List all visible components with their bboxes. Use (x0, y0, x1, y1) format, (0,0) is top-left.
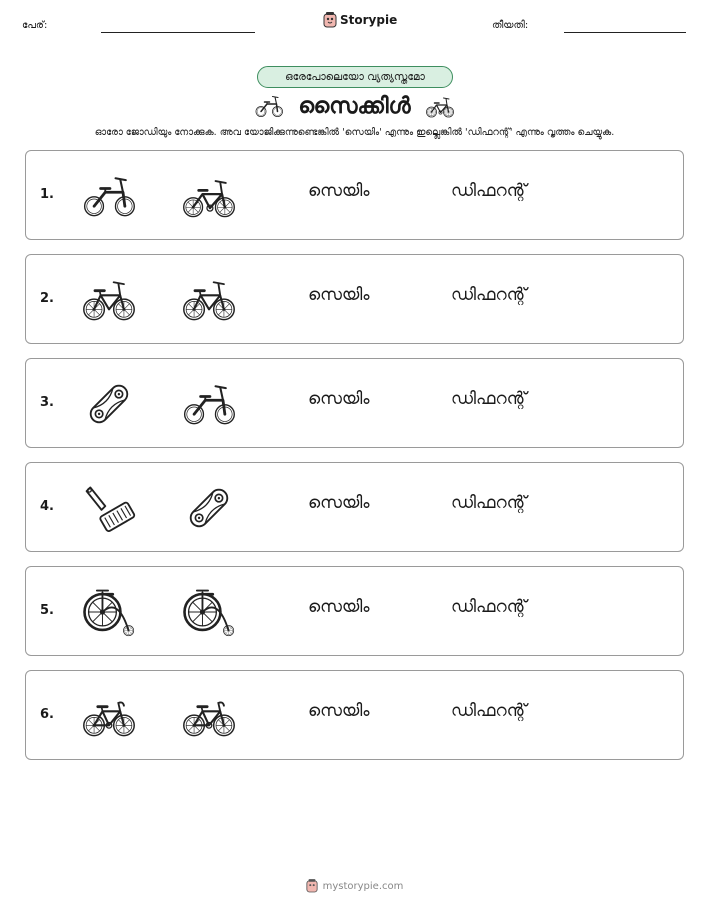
question-number: 6. (40, 707, 54, 722)
kids-bike-icon (81, 272, 137, 328)
question-row (25, 254, 684, 344)
bicycle-icon (425, 91, 455, 121)
same-option[interactable]: സെയിം (308, 701, 370, 721)
different-option[interactable]: ഡിഫറന്റ് (451, 181, 527, 201)
worksheet-header (0, 12, 709, 42)
bmx-bike-icon (181, 168, 237, 224)
question-number: 4. (40, 499, 54, 514)
storypie-logo (323, 12, 397, 28)
balance-bike-icon (81, 168, 137, 224)
same-option[interactable]: സെയിം (308, 285, 370, 305)
different-option[interactable]: ഡിഫറന്റ് (451, 285, 527, 305)
same-option[interactable]: സെയിം (308, 493, 370, 513)
same-option[interactable]: സെയിം (308, 597, 370, 617)
question-number: 1. (40, 187, 54, 202)
footer-site-link[interactable]: mystorypie.com (322, 880, 404, 892)
name-label: പേര്: (22, 20, 48, 31)
kids-bike-icon (181, 272, 237, 328)
pedal-icon (81, 480, 137, 536)
question-number: 3. (40, 395, 54, 410)
storypie-mascot-icon (323, 12, 337, 28)
chain-link-icon (81, 376, 137, 432)
road-bike-icon (181, 688, 237, 744)
penny-farthing-icon (181, 584, 237, 640)
activity-type-badge: ഒരേപോലെയോ വ്യത്യസ്തമോ (257, 66, 453, 88)
different-option[interactable]: ഡിഫറന്റ് (451, 493, 527, 513)
page-title: സൈക്കിൾ (298, 93, 411, 119)
different-option[interactable]: ഡിഫറന്റ് (451, 389, 527, 409)
penny-farthing-icon (81, 584, 137, 640)
different-option[interactable]: ഡിഫറന്റ് (451, 701, 527, 721)
question-row (25, 670, 684, 760)
road-bike-icon (81, 688, 137, 744)
question-number: 2. (40, 291, 54, 306)
storypie-mascot-icon (306, 879, 318, 893)
question-row (25, 150, 684, 240)
date-label: തീയതി: (492, 20, 529, 31)
balance-bike-icon (181, 376, 237, 432)
brand-name: Storypie (340, 13, 398, 27)
chain-link-icon (181, 480, 237, 536)
question-row (25, 358, 684, 448)
same-option[interactable]: സെയിം (308, 181, 370, 201)
instructions: ഓരോ ജോഡിയും നോക്കുക. അവ യോജിക്കുന്നുണ്ടെങ്കിൽ 'സെയിം' എന്നും ഇല്ലെങ്കിൽ 'ഡിഫറന്റ്' എന്നും വൃത്തം ചെയ്യുക. (94, 127, 615, 138)
different-option[interactable]: ഡിഫറന്റ് (451, 597, 527, 617)
title-row (0, 91, 709, 121)
date-field-line[interactable] (564, 32, 686, 33)
question-row (25, 566, 684, 656)
question-row (25, 462, 684, 552)
footer (0, 879, 709, 893)
bicycle-icon (254, 91, 284, 121)
question-number: 5. (40, 603, 54, 618)
same-option[interactable]: സെയിം (308, 389, 370, 409)
name-field-line[interactable] (101, 32, 255, 33)
